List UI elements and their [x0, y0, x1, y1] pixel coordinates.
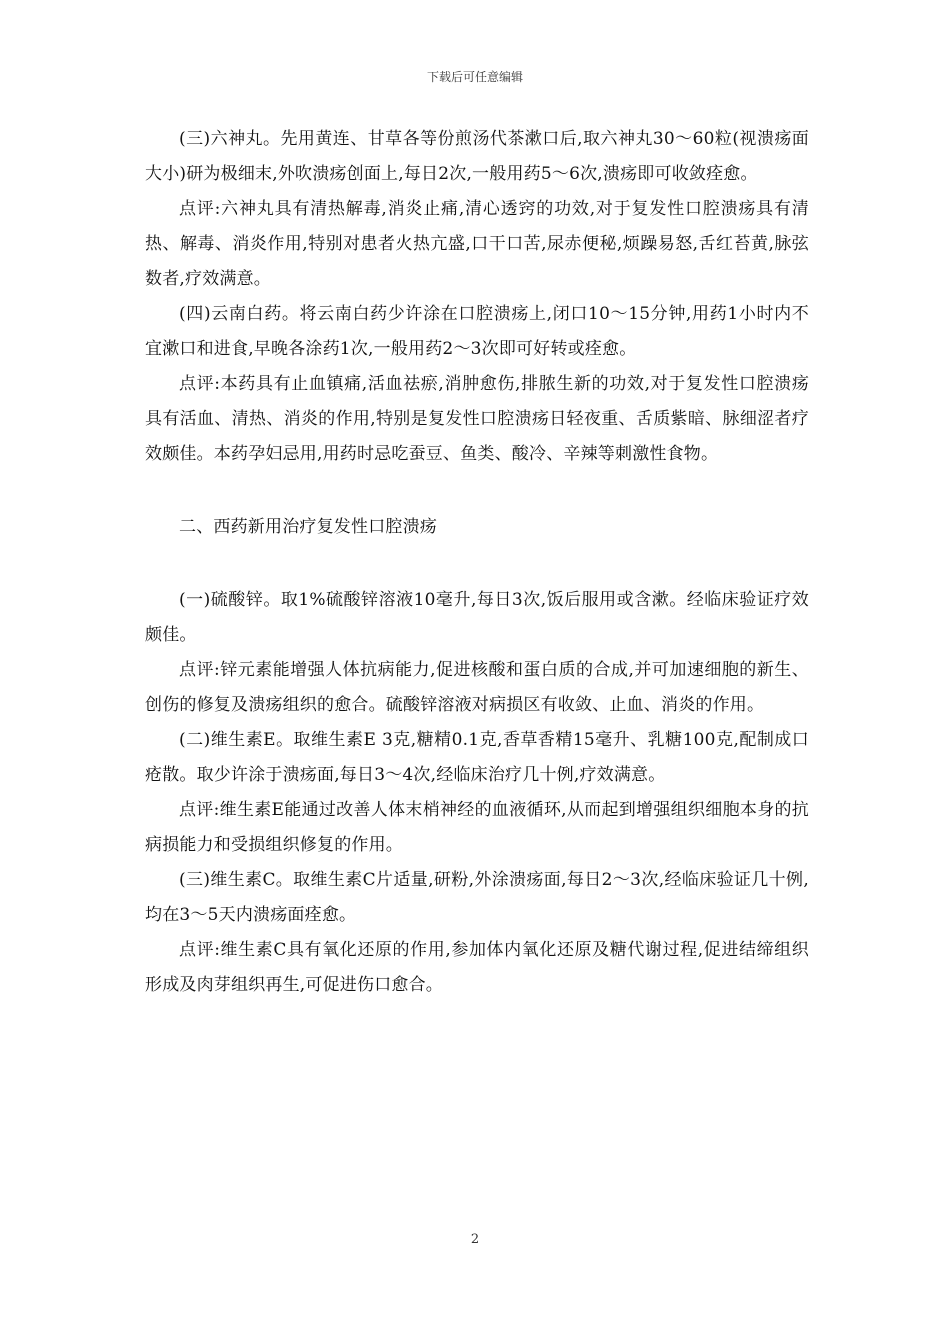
- paragraph-vitamin-c-comment: 点评:维生素C具有氧化还原的作用,参加体内氧化还原及糖代谢过程,促进结缔组织形成及肉芽组织再生,可促进伤口愈合。: [145, 940, 809, 995]
- paragraph-vitamin-e-comment: 点评:维生素E能通过改善人体末梢神经的血液循环,从而起到增强组织细胞本身的抗病损能力和受损组织修复的作用。: [145, 800, 809, 855]
- paragraph-vitamin-e: (二)维生素E。取维生素E 3克,糖精0.1克,香草香精15毫升、乳糖100克,配制成口疮散。取少许涂于溃疡面,每日3～4次,经临床治疗几十例,疗效满意。: [145, 730, 809, 785]
- paragraph-yunnanbaiyao: (四)云南白药。将云南白药少许涂在口腔溃疡上,闭口10～15分钟,用药1小时内不宜漱口和进食,早晚各涂药1次,一般用药2～3次即可好转或痊愈。: [145, 304, 809, 359]
- document-body: [145, 122, 809, 1003]
- paragraph-vitamin-c: (三)维生素C。取维生素C片适量,研粉,外涂溃疡面,每日2～3次,经临床验证几十例,均在3～5天内溃疡面痊愈。: [145, 870, 809, 925]
- paragraph-zinc-sulfate-comment: 点评:锌元素能增强人体抗病能力,促进核酸和蛋白质的合成,并可加速细胞的新生、创伤的修复及溃疡组织的愈合。硫酸锌溶液对病损区有收敛、止血、消炎的作用。: [145, 660, 809, 715]
- page-number: 2: [470, 1232, 480, 1247]
- section-heading: 二、西药新用治疗复发性口腔溃疡: [179, 517, 437, 537]
- paragraph-zinc-sulfate: (一)硫酸锌。取1%硫酸锌溶液10毫升,每日3次,饭后服用或含漱。经临床验证疗效颇佳。: [145, 590, 809, 645]
- paragraph-liushenwan-comment: 点评:六神丸具有清热解毒,消炎止痛,清心透窍的功效,对于复发性口腔溃疡具有清热、解毒、消炎作用,特别对患者火热亢盛,口干口苦,尿赤便秘,烦躁易怒,舌红苔黄,脉弦数者,疗效满意。: [145, 199, 809, 289]
- paragraph-yunnanbaiyao-comment: 点评:本药具有止血镇痛,活血祛瘀,消肿愈伤,排脓生新的功效,对于复发性口腔溃疡具有活血、清热、消炎的作用,特别是复发性口腔溃疡日轻夜重、舌质紫暗、脉细涩者疗效颇佳。本药孕妇忌用,用药时忌吃蚕豆、鱼类、酸冷、辛辣等刺激性食物。: [145, 374, 809, 464]
- paragraph-liushenwan: (三)六神丸。先用黄连、甘草各等份煎汤代茶漱口后,取六神丸30～60粒(视溃疡面大小)研为极细末,外吹溃疡创面上,每日2次,一般用药5～6次,溃疡即可收敛痊愈。: [145, 129, 809, 184]
- page-header: 下载后可任意编辑: [426, 70, 523, 84]
